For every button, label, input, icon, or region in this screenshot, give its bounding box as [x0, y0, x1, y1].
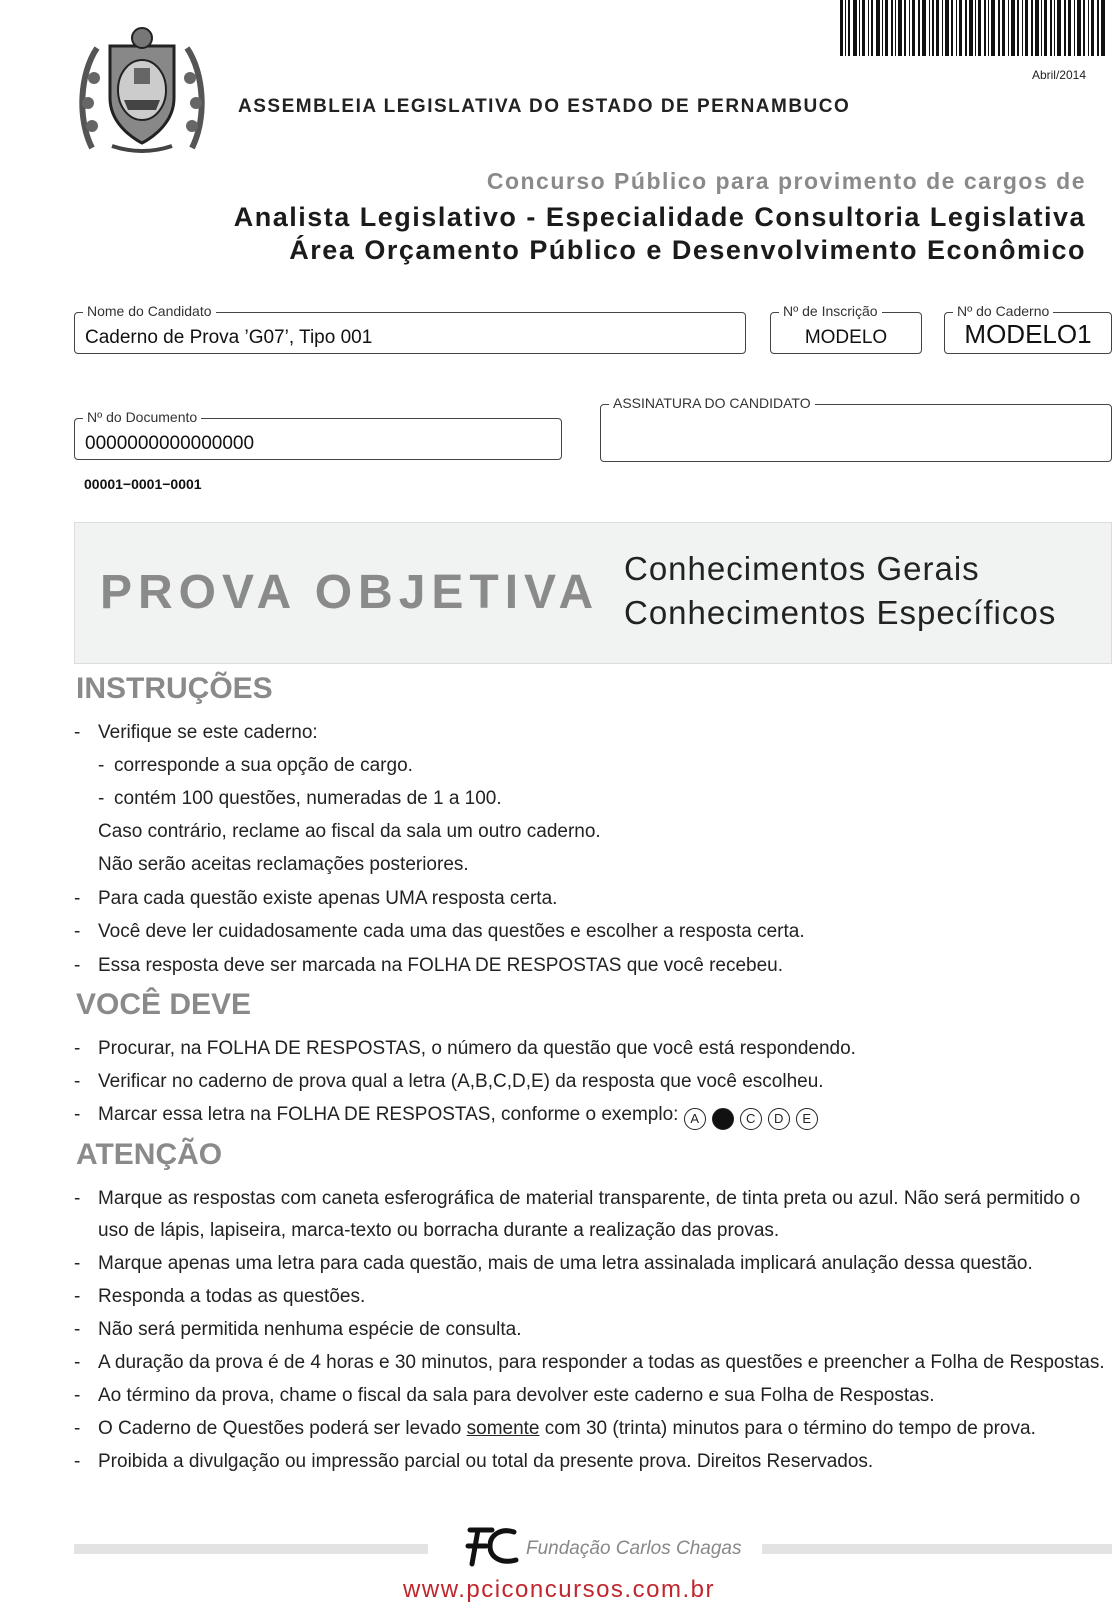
documento-value: 0000000000000000 — [85, 433, 255, 454]
inscricao-label: Nº de Inscrição — [779, 303, 882, 319]
footer-website-link[interactable]: www.pciconcursos.com.br — [403, 1576, 715, 1603]
instrucao-text: Você deve ler cuidadosamente cada uma das questões e escolher a resposta certa. — [98, 921, 805, 942]
barcode-icon — [840, 0, 1110, 56]
instrucao-text: Essa resposta deve ser marcada na FOLHA DE RESPOSTAS que você recebeu. — [98, 955, 784, 976]
instrucao-text: Para cada questão existe apenas UMA resposta certa. — [98, 888, 558, 909]
prova-subtitle-2: Conhecimentos Específicos — [624, 594, 1057, 631]
section-instrucoes-title: INSTRUÇÕES — [76, 672, 273, 705]
atencao-text: uso de lápis, lapiseira, marca-texto ou borracha durante a realização das provas. — [98, 1220, 780, 1241]
answer-bubble-d: D — [768, 1108, 790, 1130]
instrucao-text: contém 100 questões, numeradas de 1 a 100. — [114, 788, 502, 809]
fcc-name: Fundação Carlos Chagas — [526, 1538, 742, 1559]
fcc-logo-icon — [462, 1524, 520, 1568]
prova-subtitle-1: Conhecimentos Gerais — [624, 550, 980, 587]
atencao-text: Ao término da prova, chame o fiscal da sala para devolver este caderno e sua Folha de Respostas. — [98, 1385, 935, 1406]
inscricao-field — [770, 303, 922, 354]
answer-bubble-c: C — [740, 1108, 762, 1130]
atencao-text: com 30 (trinta) minutos para o término do tempo de prova. — [539, 1418, 1036, 1439]
cargo-title-line2: Área Orçamento Público e Desenvolvimento Econômico — [289, 235, 1086, 265]
answer-bubble-a: A — [684, 1108, 706, 1130]
atencao-text: Não será permitida nenhuma espécie de consulta. — [98, 1319, 522, 1340]
atencao-text: Proibida a divulgação ou impressão parcial ou total da presente prova. Direitos Reservados. — [98, 1451, 874, 1472]
prova-title: PROVA OBJETIVA — [100, 566, 600, 619]
institution-name: ASSEMBLEIA LEGISLATIVA DO ESTADO DE PERNAMBUCO — [238, 96, 851, 117]
caderno-value: MODELO1 — [964, 319, 1092, 349]
caderno-label: Nº do Caderno — [953, 303, 1053, 319]
crest-emblem-icon — [72, 18, 212, 158]
candidate-name-value: Caderno de Prova ’G07’, Tipo 001 — [85, 327, 373, 348]
candidate-name-field — [74, 303, 746, 354]
documento-field — [74, 409, 562, 460]
answer-bubble-b-filled: B — [712, 1108, 734, 1130]
instrucao-text: Verifique se este caderno: — [98, 722, 318, 743]
footer-divider-right — [762, 1544, 1112, 1554]
atencao-emphasis: somente — [466, 1418, 540, 1439]
atencao-text: Marque apenas uma letra para cada questão, mais de uma letra assinalada implicará anulação dessa questão. — [98, 1253, 1033, 1274]
instrucao-text: corresponde a sua opção de cargo. — [114, 755, 413, 776]
voce-deve-text: Procurar, na FOLHA DE RESPOSTAS, o número da questão que você está respondendo. — [98, 1038, 856, 1059]
instrucao-text: Não serão aceitas reclamações posteriores. — [98, 854, 469, 875]
signature-field[interactable] — [600, 395, 1112, 462]
section-voce-deve-title: VOCÊ DEVE — [76, 988, 252, 1021]
section-atencao-title: ATENÇÃO — [76, 1138, 223, 1171]
footer-divider-left — [74, 1544, 428, 1554]
voce-deve-text: Marcar essa letra na FOLHA DE RESPOSTAS, conforme o exemplo: — [98, 1104, 679, 1125]
atencao-text: A duração da prova é de 4 horas e 30 minutos, para responder a todas as questões e preencher a Folha de Respostas. — [98, 1352, 1105, 1373]
answer-bubble-e: E — [796, 1108, 818, 1130]
concurso-heading: Concurso Público para provimento de cargos de — [486, 168, 1086, 194]
candidate-name-label: Nome do Candidato — [83, 303, 216, 319]
atencao-text: Responda a todas as questões. — [98, 1286, 366, 1307]
signature-label: ASSINATURA DO CANDIDATO — [609, 395, 815, 411]
caderno-field — [944, 303, 1112, 354]
inscricao-value: MODELO — [804, 327, 888, 348]
instrucao-text: Caso contrário, reclame ao fiscal da sala um outro caderno. — [98, 821, 601, 842]
atencao-text: O Caderno de Questões poderá ser levado — [98, 1418, 467, 1439]
atencao-text: Marque as respostas com caneta esferográfica de material transparente, de tinta preta ou azul. Não será permitido o — [98, 1188, 1081, 1209]
exam-date: Abril/2014 — [1031, 68, 1086, 82]
voce-deve-text: Verificar no caderno de prova qual a letra (A,B,C,D,E) da resposta que você escolheu. — [98, 1071, 824, 1092]
cargo-title-line1: Analista Legislativo - Especialidade Consultoria Legislativa — [233, 202, 1086, 232]
booklet-code: 00001−0001−0001 — [84, 476, 202, 492]
documento-label: Nº do Documento — [83, 409, 201, 425]
